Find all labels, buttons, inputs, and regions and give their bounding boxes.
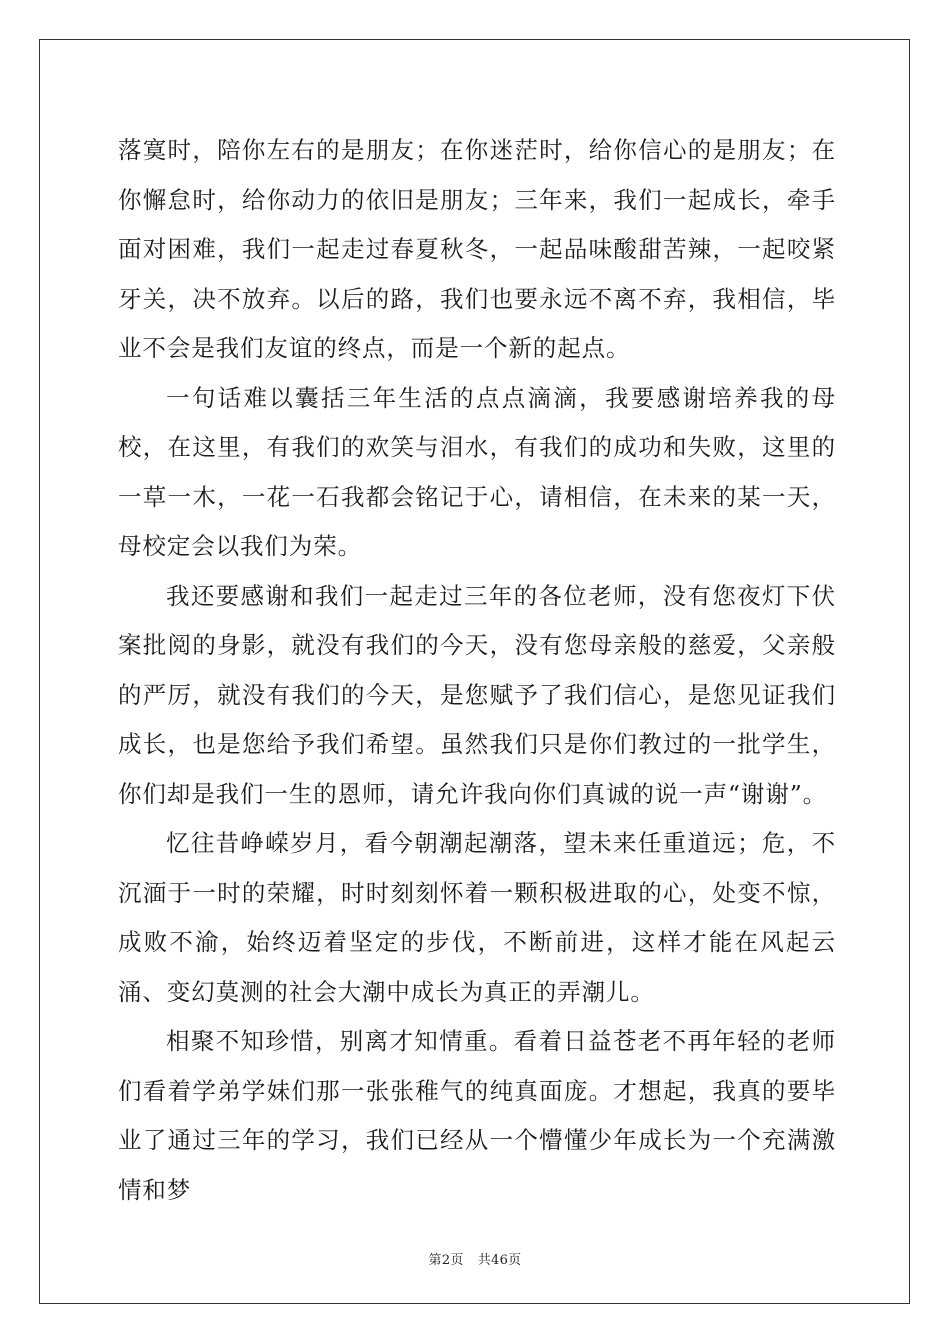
paragraph-2: 一句话难以囊括三年生活的点点滴滴，我要感谢培养我的母校，在这里，有我们的欢笑与泪水，有我们的成功和失败，这里的一草一木，一花一石我都会铭记于心，请相信，在未来的某一天，母校定会以我们为荣。 (118, 383, 836, 560)
paragraph-1: 落寞时，陪你左右的是朋友；在你迷茫时，给你信心的是朋友；在你懈怠时，给你动力的依旧是朋友；三年来，我们一起成长，牵手面对困难，我们一起走过春夏秋冬，一起品味酸甜苦辣，一起咬紧牙关，决不放弃。以后的路，我们也要永远不离不弃，我相信，毕业不会是我们友谊的终点，而是一个新的起点。 (118, 136, 836, 362)
page-footer (0, 1249, 950, 1268)
paragraph-5: 相聚不知珍惜，别离才知情重。看着日益苍老不再年轻的老师们看着学弟学妹们那一张张稚气的纯真面庞。才想起，我真的要毕业了通过三年的学习，我们已经从一个懵懂少年成长为一个充满激情和梦 (118, 1027, 836, 1204)
page-total: 共46页 (477, 1253, 522, 1268)
paragraph-3: 我还要感谢和我们一起走过三年的各位老师，没有您夜灯下伏案批阅的身影，就没有我们的今天，没有您母亲般的慈爱，父亲般的严厉，就没有我们的今天，是您赋予了我们信心，是您见证我们成长，也是您给予我们希望。虽然我们只是你们教过的一批学生，你们却是我们一生的恩师，请允许我向你们真诚的说一声“谢谢”。 (118, 581, 836, 808)
paragraph-4: 忆往昔峥嵘岁月，看今朝潮起潮落，望未来任重道远；危，不沉湎于一时的荣耀，时时刻刻怀着一颗积极进取的心，处变不惊，成败不渝，始终迈着坚定的步伐，不断前进，这样才能在风起云涌、变幻莫测的社会大潮中成长为真正的弄潮儿。 (118, 829, 836, 1006)
document-body (118, 126, 836, 1215)
page-number: 第2页 (428, 1253, 464, 1268)
